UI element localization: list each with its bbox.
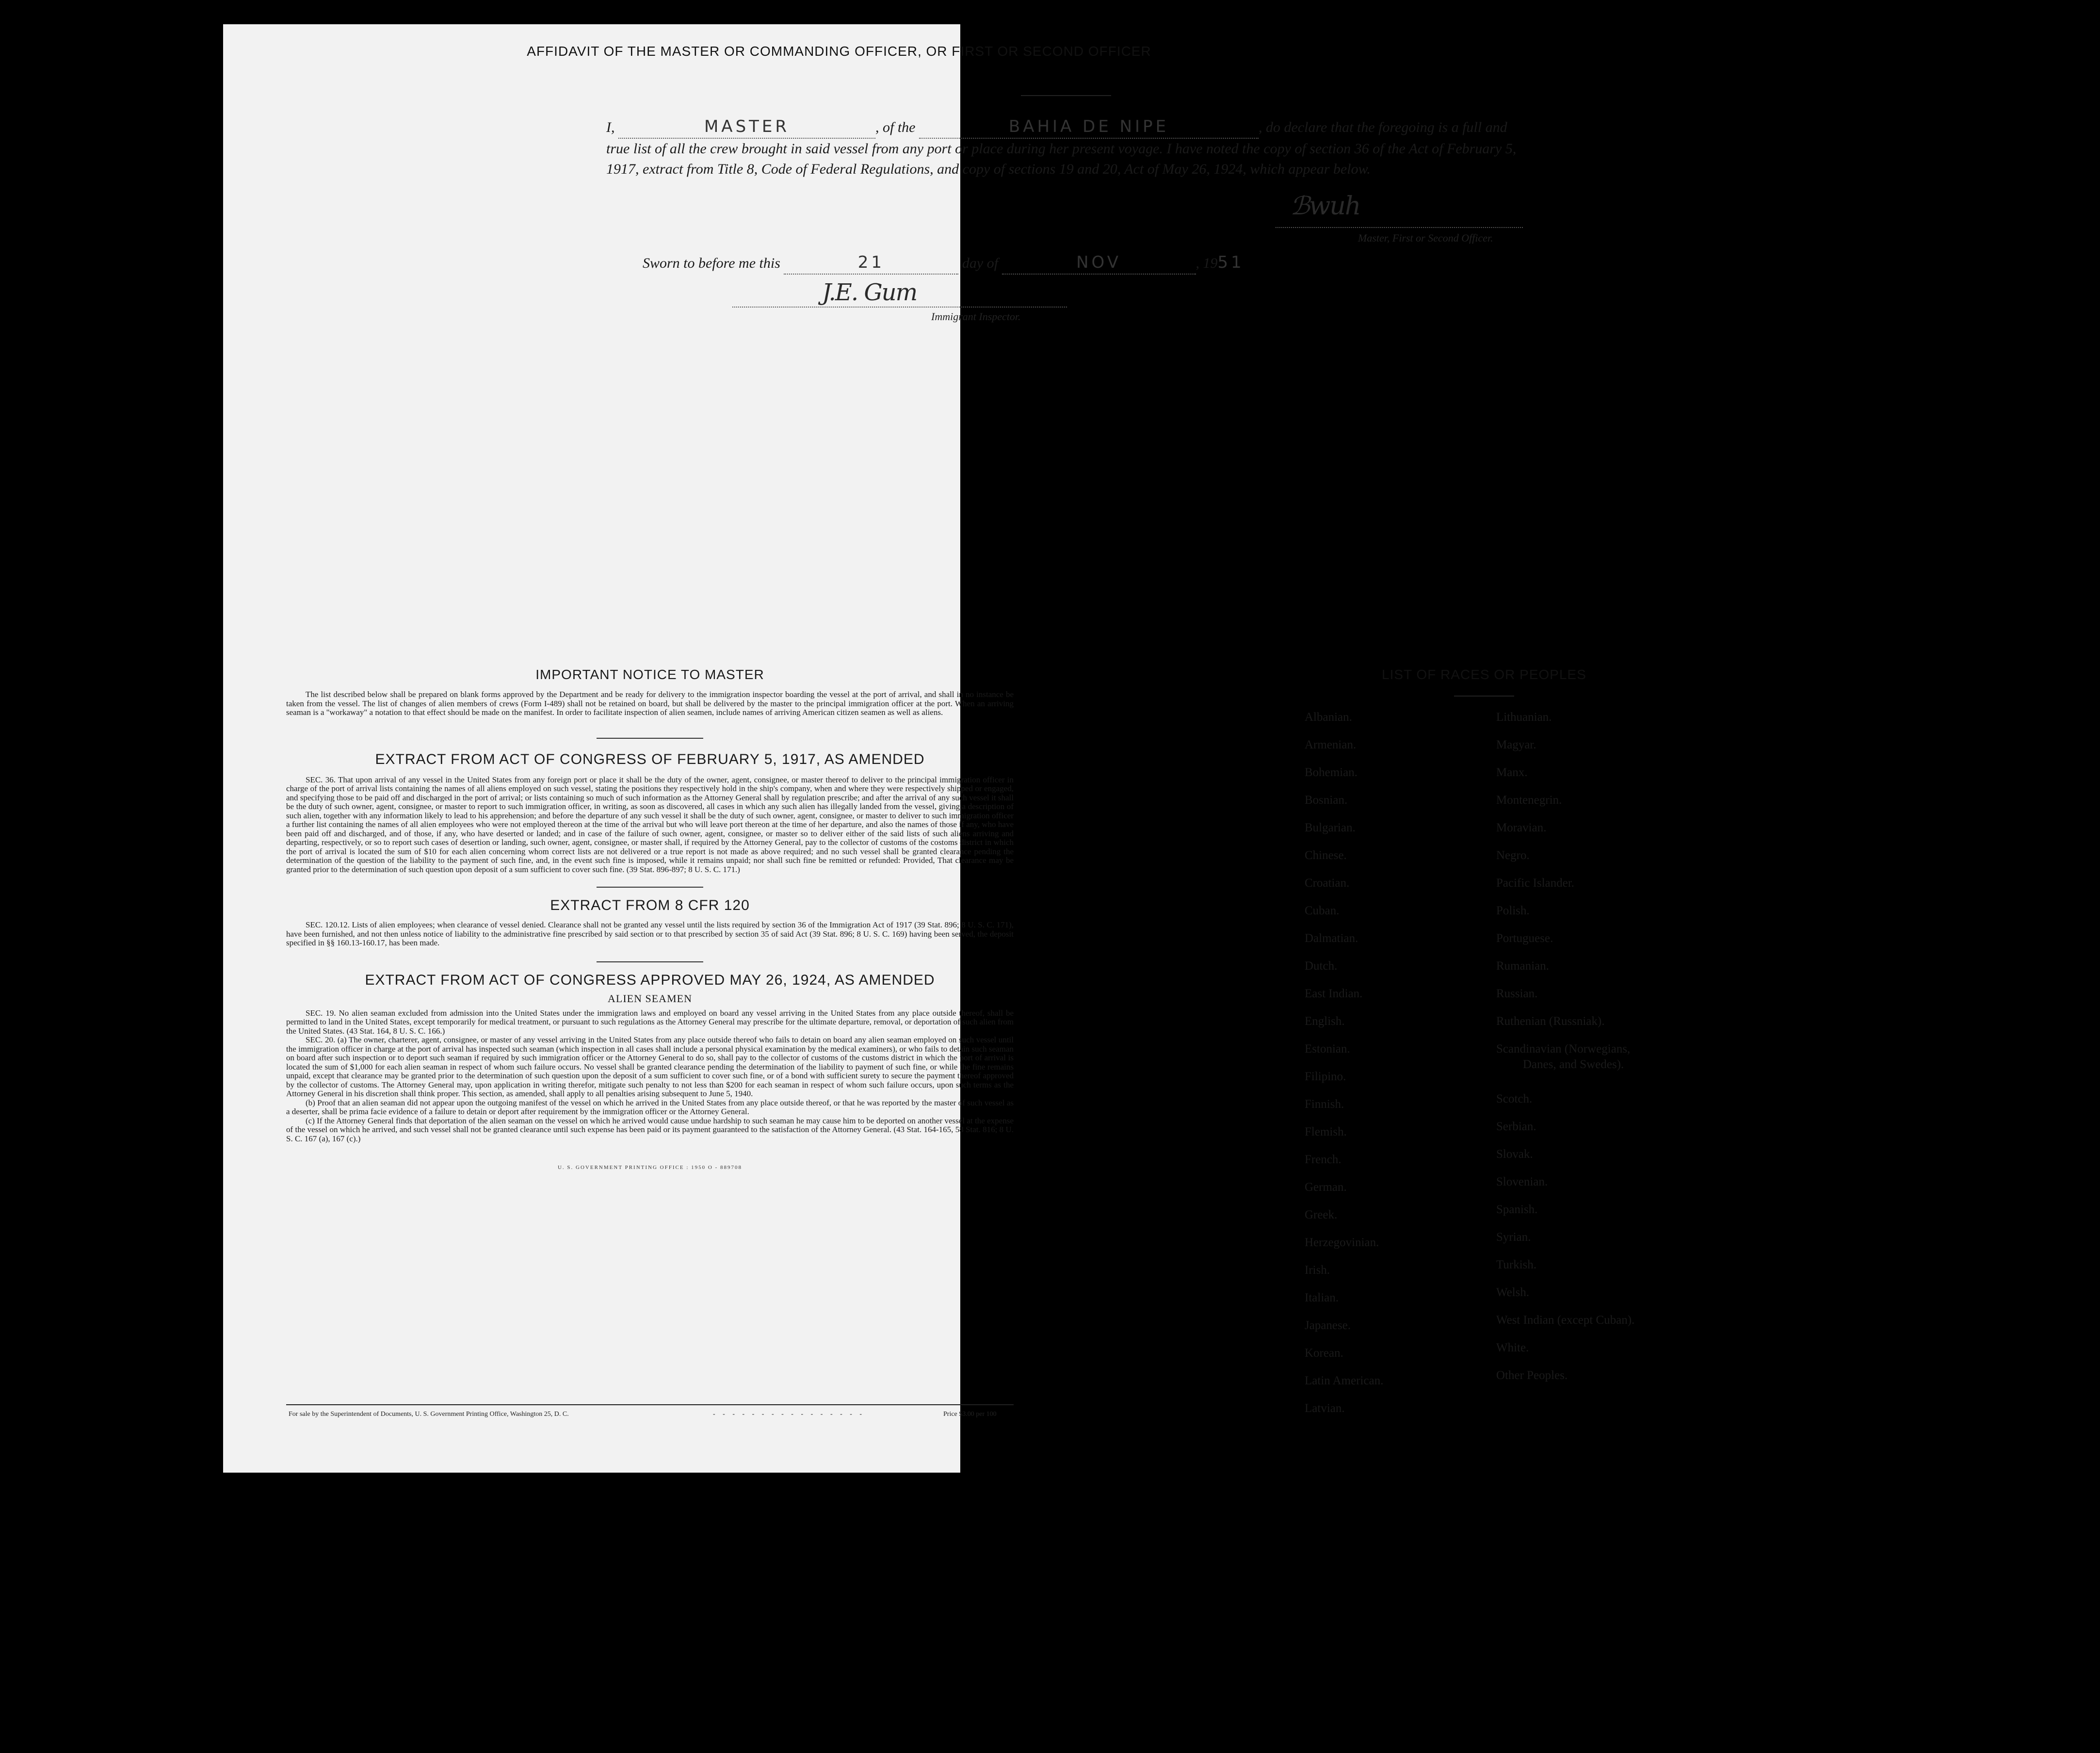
sec20a-text: SEC. 20. (a) The owner, charterer, agent, consignee, or master of any vessel arriving in the United States from any place outside thereof who fails to detain on board any alien seaman employed on such vessel until the immigration officer in charge at the port of arrival has inspected such seaman (which inspection in all cases shall include a personal physical examination by the medical examiners), or who fails to detain such seaman on board after such inspection or to deport such seaman if required by such immigration officer or the Attorney General to do so, shall pay to the collector of customs of the customs district in which the port of arrival is located the sum of $1,000 for each alien seaman in respect of whom such failure occurs. No vessel shall be granted clearance pending the determination of the liability to payment of such fine, or while the fine remains unpaid, except that clearance may be granted prior to the determination of such question upon the deposit of a sum sufficient to cover such fine, or of a bond with sufficient surety to secure the payment thereof approved by the collector of customs. The Attorney General may, upon application in writing therefor, mitigate such penalty to not less than $200 for each seaman in respect of whom such failure occurs, upon such terms as the Attorney General in his discretion shall think proper. This section, as amended, shall apply to all penalties arising subsequent to June 5, 1940.	[286, 1035, 1014, 1098]
sec20b-text: (b) Proof that an alien seaman did not appear upon the outgoing manifest of the vessel on which he arrived in the United States from any place outside thereof, or that he was reported by the master of such vessel as a deserter, shall be prima facie evidence of a failure to detain or deport after requirement by the immigration officer or the Attorney General.	[286, 1098, 1014, 1116]
extract-1917-title: EXTRACT FROM ACT OF CONGRESS OF FEBRUARY 5, 1917, AS AMENDED	[375, 751, 925, 767]
race-item: Lithuanian.	[1496, 711, 1552, 724]
alien-seamen-subtitle: ALIEN SEAMEN	[608, 992, 692, 1005]
race-item: Albanian.	[1305, 711, 1352, 724]
handwritten-vessel: BAHIA DE NIPE	[1008, 117, 1169, 136]
race-item: Montenegrin.	[1496, 794, 1562, 807]
sworn-line	[643, 252, 1370, 275]
extract-cfr-title: EXTRACT FROM 8 CFR 120	[550, 897, 750, 913]
race-item: Korean.	[1305, 1347, 1343, 1360]
race-item: German.	[1305, 1181, 1347, 1194]
handwritten-name: MASTER	[704, 117, 790, 136]
binder-hole	[1831, 1370, 1857, 1396]
race-item: Slovak.	[1496, 1148, 1533, 1161]
race-item: Irish.	[1305, 1264, 1330, 1277]
month-field	[1002, 252, 1196, 275]
race-item: Flemish.	[1305, 1125, 1347, 1138]
race-item: Serbian.	[1496, 1120, 1536, 1133]
race-item: Magyar.	[1496, 738, 1536, 751]
race-item: Portuguese.	[1496, 932, 1553, 945]
gpo-note: U. S. GOVERNMENT PRINTING OFFICE : 1950 O - 889708	[557, 1165, 742, 1170]
title-divider	[1021, 95, 1111, 96]
race-item: Welsh.	[1496, 1286, 1530, 1299]
races-divider	[1454, 696, 1514, 697]
notice-title: IMPORTANT NOTICE TO MASTER	[535, 667, 764, 682]
inspector-signature: J.E. Gum	[822, 279, 917, 306]
handwritten-month: NOV	[1076, 253, 1121, 272]
race-item: West Indian (except Cuban).	[1496, 1314, 1635, 1327]
race-item: Russian.	[1496, 987, 1538, 1000]
race-item: Other Peoples.	[1496, 1369, 1568, 1382]
race-item: Polish.	[1496, 904, 1530, 917]
race-item: Moravian.	[1496, 821, 1547, 834]
race-item: Latin American.	[1305, 1374, 1384, 1387]
binder-hole	[1835, 100, 1860, 126]
footer-dashes: - - - - - - - - - - - - - - - -	[713, 1411, 865, 1418]
race-item: Slovenian.	[1496, 1175, 1548, 1188]
race-item: French.	[1305, 1153, 1341, 1166]
race-item: Cuban.	[1305, 904, 1340, 917]
handwritten-day: 21	[857, 253, 885, 272]
binder-hole	[1835, 1045, 1860, 1071]
race-item: Scandinavian (Norwegians,	[1496, 1042, 1631, 1055]
race-item: Bulgarian.	[1305, 821, 1356, 834]
race-item: Pacific Islander.	[1496, 876, 1575, 890]
year-prefix: , 19	[1195, 255, 1218, 271]
affidavit-text	[606, 116, 1528, 179]
race-item: Italian.	[1305, 1291, 1339, 1304]
day-field	[784, 252, 958, 275]
signature-label: Master, First or Second Officer.	[1358, 232, 1493, 244]
vessel-name-field	[919, 116, 1259, 139]
race-item: Bohemian.	[1305, 766, 1358, 779]
affidavit-title: AFFIDAVIT OF THE MASTER OR COMMANDING OFFICER, OR FIRST OR SECOND OFFICER	[527, 44, 1151, 59]
binder-hole	[1831, 1288, 1857, 1313]
master-signature: ℬwuh	[1290, 192, 1360, 221]
race-item: Chinese.	[1305, 849, 1347, 862]
binder-hole	[1835, 182, 1860, 207]
day-of-label: day of	[962, 255, 999, 271]
race-item: English.	[1305, 1015, 1345, 1028]
footer-sale-text: For sale by the Superintendent of Documents, U. S. Government Printing Office, Washington 25, D. C.	[289, 1411, 569, 1418]
master-name-field	[618, 116, 875, 139]
extract-1924-title: EXTRACT FROM ACT OF CONGRESS APPROVED MAY 26, 1924, AS AMENDED	[365, 972, 935, 988]
extract-cfr-text: SEC. 120.12. Lists of alien employees; when clearance of vessel denied. Clearance shall not be granted any vessel until the lists required by section 36 of the Immigration Act of 1917 (39 Stat. 896; 8 U. S. C. 171), have been furnished, and not then unless notice of liability to the administrative fine prescribed by said section or to that prescribed by section 35 of said Act (39 Stat. 896; 8 U. S. C. 169) having been served, the deposit specified in §§ 160.13-160.17, has been made.	[286, 920, 1014, 947]
race-item: Estonian.	[1305, 1042, 1350, 1055]
inspector-line	[732, 307, 1067, 308]
inspector-label: Immigrant Inspector.	[931, 310, 1021, 323]
binder-hole	[1831, 965, 1857, 990]
race-item: Rumanian.	[1496, 959, 1550, 973]
race-item: Bosnian.	[1305, 794, 1348, 807]
sec20c-text: (c) If the Attorney General finds that deportation of the alien seaman on the vessel on which he arrived would cause undue hardship to such seaman he may cause him to be deported on another vessel at the expense of the vessel on which he arrived, and such vessel shall not be granted clearance until such expense has been paid or its payment guaranteed to the satisfaction of the Attorney General. (43 Stat. 164-165, 58 Stat. 816; 8 U. S. C. 167 (a), 167 (c).)	[286, 1116, 1014, 1143]
race-item: Filipino.	[1305, 1070, 1346, 1083]
intro-text: I,	[606, 119, 615, 135]
footer-price: Price $3.00 per 100	[943, 1411, 997, 1418]
race-item: Spanish.	[1496, 1203, 1538, 1216]
notice-column	[286, 667, 1014, 1170]
race-item: Herzegovinian.	[1305, 1236, 1379, 1249]
race-item: Scotch.	[1496, 1092, 1533, 1105]
binder-hole	[1831, 425, 1857, 450]
race-item: Japanese.	[1305, 1319, 1351, 1332]
race-item: Turkish.	[1496, 1258, 1537, 1271]
notice-text: The list described below shall be prepared on blank forms approved by the Department and be ready for delivery to the immigration inspector boarding the vessel at the port of arrival, and shall in no instance be taken from the vessel. The list of changes of alien members of crews (Form I-489) shall not be retained on board, but shall be delivered by the master to the principal immigration officer at the port. When an arriving seaman is a "workaway" a notation to that effect should be made on the manifest. In order to facilitate inspection of alien seamen, include names of arriving American citizen seamen as well as aliens.	[286, 690, 1014, 717]
race-item: Syrian.	[1496, 1231, 1531, 1244]
affidavit-body: that the foregoing is a full and true list of all the crew brought in said vessel from any port or place during her present voyage. I have noted the copy of section 36 of the Act of February 5, 1917, extract from Title 8, Code of Federal Regulations, and copy of sections 19 and 20, Act of May 26, 1924, which appear below.	[606, 119, 1517, 177]
race-item: Ruthenian (Russniak).	[1496, 1015, 1605, 1028]
race-item: Armenian.	[1305, 738, 1357, 751]
race-item: Latvian.	[1305, 1402, 1345, 1415]
footer-rule	[286, 1404, 1014, 1405]
signature-line	[1276, 227, 1523, 228]
handwritten-year: 51	[1217, 253, 1244, 272]
race-item: Croatian.	[1305, 876, 1350, 890]
race-item: Greek.	[1305, 1208, 1338, 1221]
race-item: Finnish.	[1305, 1098, 1344, 1111]
race-item: Negro.	[1496, 849, 1530, 862]
race-item: Dalmatian.	[1305, 932, 1358, 945]
race-item: Danes, and Swedes).	[1523, 1058, 1624, 1071]
binder-hole	[1831, 509, 1857, 535]
extract-1917-text: SEC. 36. That upon arrival of any vessel in the United States from any foreign port or place it shall be the duty of the owner, agent, consignee, or master thereof to deliver to the principal immigration officer in charge of the port of arrival lists containing the names of all aliens employed on such vessel, stating the positions they respectively hold in the ship's company, when and where they were respectively shipped or engaged, and specifying those to be paid off and discharged in the port of arrival; or lists containing so much of such information as the Attorney General shall by regulation prescribe; and after the arrival of any such vessel it shall be the duty of such owner, agent, consignee, or master to report to such immigration officer, in writing, as soon as discovered, all cases in which any such alien has illegally landed from the vessel, giving a description of such alien, together with any information likely to lead to his apprehension; and before the departure of any such vessel it shall be the duty of such owner, agent, consignee, or master to deliver to such immigration officer a further list containing the names of all alien employees who were not employed thereon at the time of the arrival but who will leave port thereon at the time of her departure, and also the names of those if any, who have been paid off and discharged, and of those, if any, who have deserted or landed; and in case of the failure of such owner, agent, consignee, or master so to deliver either of the said lists of such aliens arriving and departing, respectively, or so to report such cases of desertion or landing, such owner, agent, consignee, or master shall, if required by the Attorney General, pay to the collector of customs of the costoms district in which the port of arrival is located the sum of $10 for each alien concerning whom correct lists are not delivered or a true report is not made as above required; and no such vessel shall be granted clearance pending the determination of the question of the liability to the payment of such fine, and, in the event such fine is imposed, while it remains unpaid; nor shall such fine be remitted or refunded: Provided, That clearance may be granted prior to the determination of such question upon deposit of a sum sufficient to cover such fine. (39 Stat. 896-897; 8 U. S. C. 171.)	[286, 775, 1014, 874]
race-item: Dutch.	[1305, 959, 1338, 973]
of-the-text: , of the	[875, 119, 916, 135]
sec19-text: SEC. 19. No alien seaman excluded from admission into the United States under the immigration laws and employed on board any vessel arriving in the United States from any place outside thereof, shall be permitted to land in the United States, except temporarily for medical treatment, or pursuant to such regulations as the Attorney General may prescribe for the ultimate departure, removal, or deportation of such alien from the United States. (43 Stat. 164, 8 U. S. C. 166.)	[286, 1008, 1014, 1036]
races-title: LIST OF RACES OR PEOPLES	[1382, 667, 1586, 682]
sworn-label: Sworn to before me this	[643, 255, 780, 271]
race-item: Manx.	[1496, 766, 1528, 779]
race-item: East Indian.	[1305, 987, 1363, 1000]
race-item: White.	[1496, 1341, 1529, 1354]
do-declare-text: , do declare	[1259, 119, 1327, 135]
